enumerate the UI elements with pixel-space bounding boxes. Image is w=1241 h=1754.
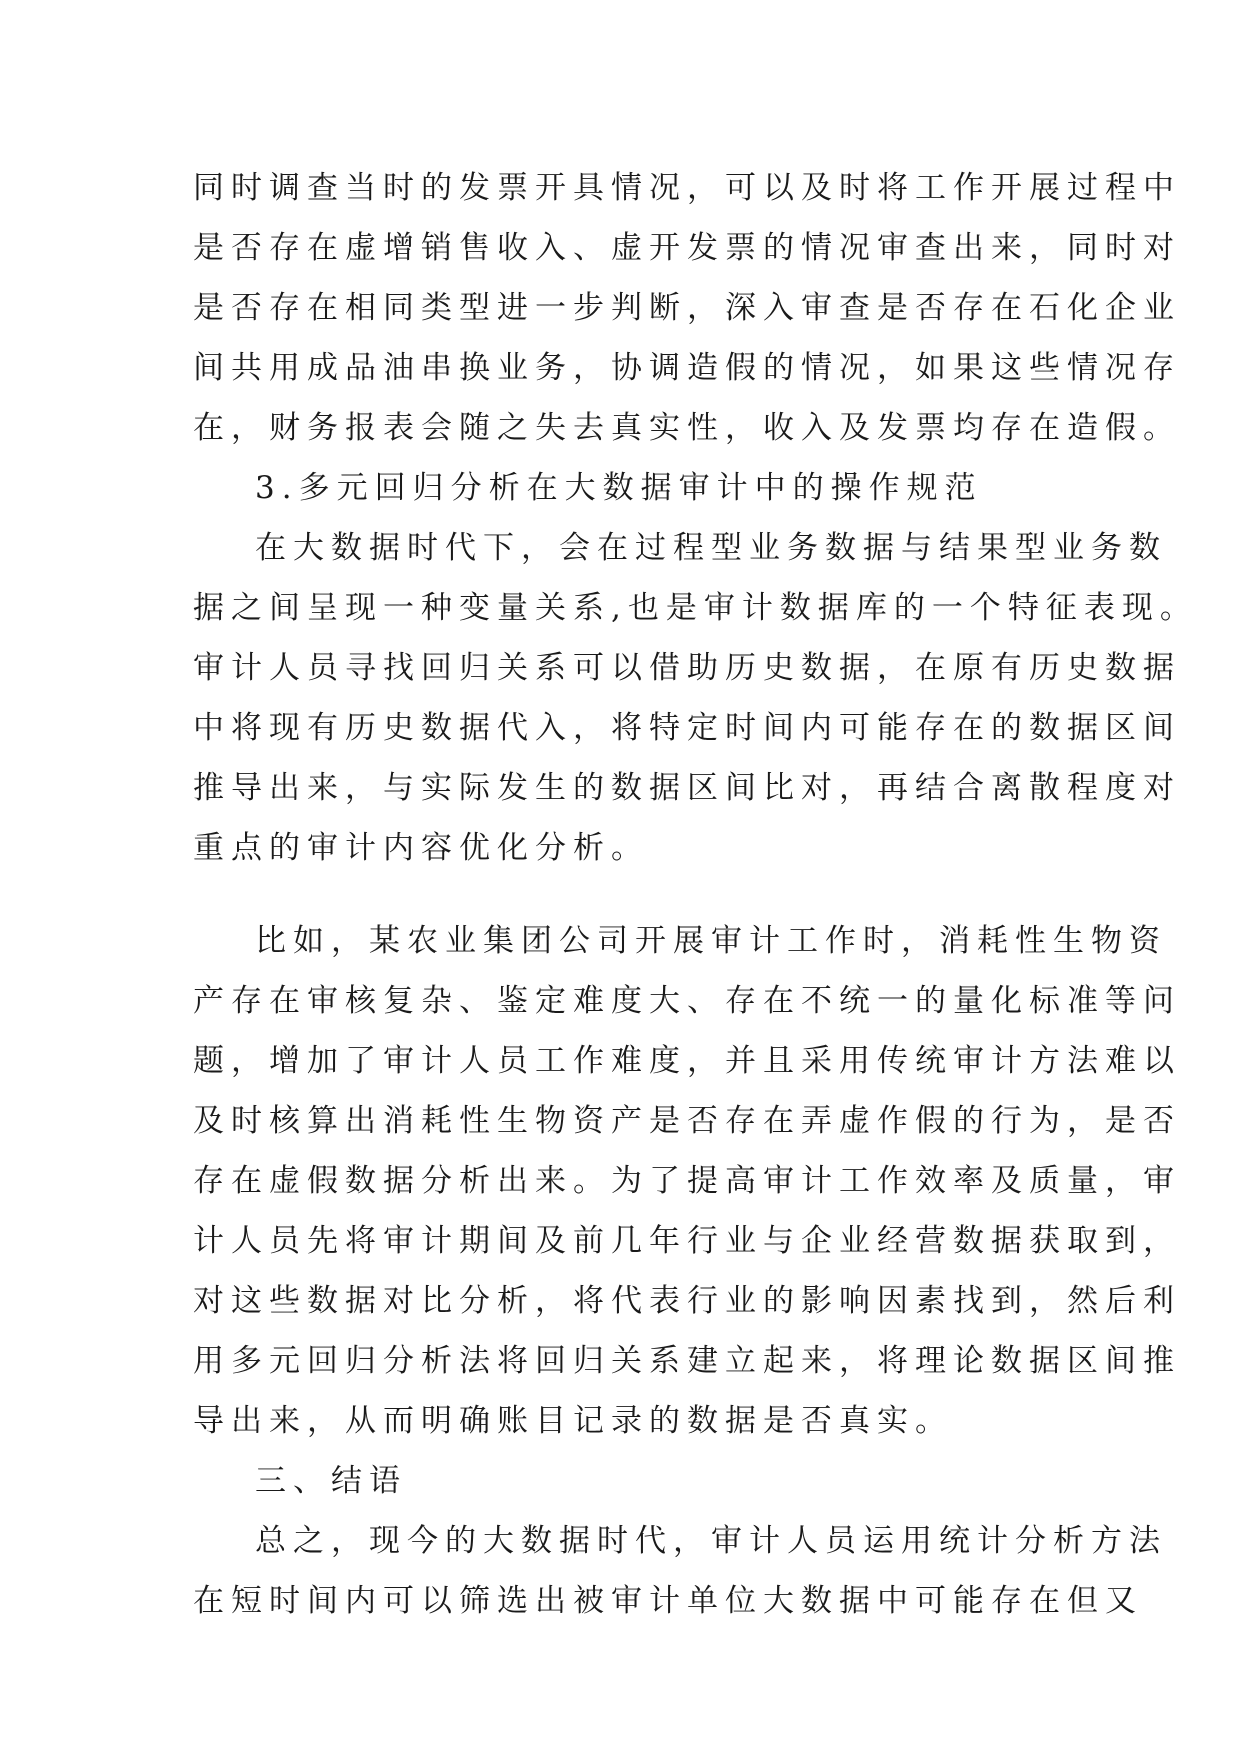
- paragraph-spacer: [193, 878, 1053, 911]
- paragraph-line: 计人员先将审计期间及前几年行业与企业经营数据获取到，: [193, 1223, 1181, 1259]
- paragraph-line: 间共用成品油串换业务，协调造假的情况，如果这些情况存: [193, 350, 1181, 386]
- document-body: [193, 158, 1198, 1631]
- paragraph-line: 产存在审核复杂、鉴定难度大、存在不统一的量化标准等问: [193, 983, 1181, 1019]
- paragraph-line: 是否存在虚增销售收入、虚开发票的情况审查出来，同时对: [193, 230, 1181, 266]
- paragraph-line: 同时调查当时的发票开具情况，可以及时将工作开展过程中: [193, 170, 1181, 206]
- paragraph-line: 及时核算出消耗性生物资产是否存在弄虚作假的行为，是否: [193, 1103, 1181, 1139]
- paragraph-line: 在短时间内可以筛选出被审计单位大数据中可能存在但又: [193, 1583, 1143, 1619]
- paragraph-line: 据之间呈现一种变量关系,也是审计数据库的一个特征表现。: [193, 590, 1198, 626]
- paragraph-line: 是否存在相同类型进一步判断，深入审查是否存在石化企业: [193, 290, 1181, 326]
- section-heading: 3.多元回归分析在大数据审计中的操作规范: [255, 470, 983, 506]
- paragraph-line: 比如，某农业集团公司开展审计工作时，消耗性生物资: [255, 923, 1167, 959]
- section-heading: 三、结语: [255, 1463, 407, 1499]
- paragraph-line: 在大数据时代下，会在过程型业务数据与结果型业务数: [255, 530, 1167, 566]
- paragraph-line: 重点的审计内容优化分析。: [193, 830, 649, 866]
- paragraph-line: 在，财务报表会随之失去真实性，收入及发票均存在造假。: [193, 410, 1181, 446]
- paragraph-line: 存在虚假数据分析出来。为了提高审计工作效率及质量，审: [193, 1163, 1181, 1199]
- paragraph-line: 中将现有历史数据代入，将特定时间内可能存在的数据区间: [193, 710, 1181, 746]
- paragraph-line: 导出来，从而明确账目记录的数据是否真实。: [193, 1403, 953, 1439]
- paragraph-line: 用多元回归分析法将回归关系建立起来，将理论数据区间推: [193, 1343, 1181, 1379]
- paragraph-line: 总之，现今的大数据时代，审计人员运用统计分析方法: [255, 1523, 1167, 1559]
- paragraph-line: 审计人员寻找回归关系可以借助历史数据，在原有历史数据: [193, 650, 1181, 686]
- paragraph-line: 推导出来，与实际发生的数据区间比对，再结合离散程度对: [193, 770, 1181, 806]
- paragraph-line: 题，增加了审计人员工作难度，并且采用传统审计方法难以: [193, 1043, 1181, 1079]
- paragraph-line: 对这些数据对比分析，将代表行业的影响因素找到，然后利: [193, 1283, 1181, 1319]
